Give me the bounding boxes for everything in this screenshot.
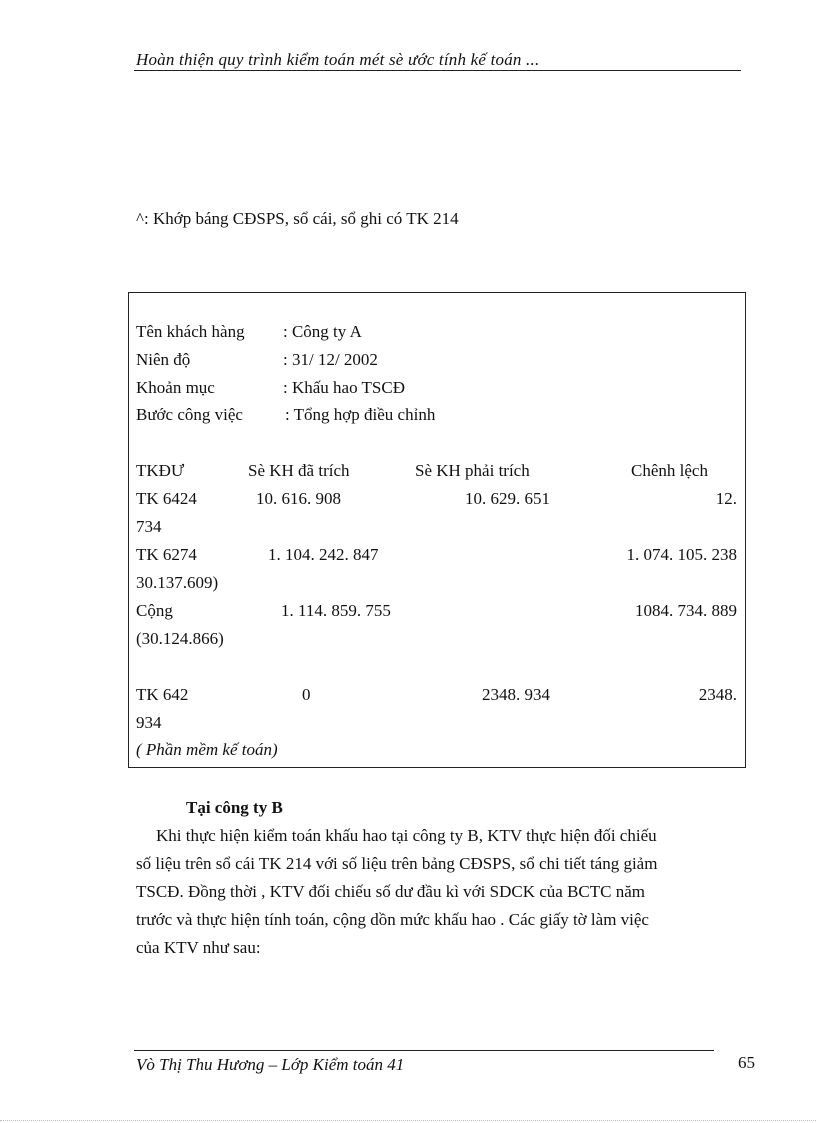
paragraph-line: của KTV như sau:	[136, 938, 261, 957]
period-value: : 31/ 12/ 2002	[283, 350, 378, 369]
row-diff: 2348.	[698, 685, 737, 704]
item-value: : Khấu hao TSCĐ	[283, 378, 405, 397]
source-note: ( Phần mềm kế toán)	[136, 740, 278, 759]
footer-author: Vò Thị Thu Hương – Lớp Kiểm toán 41	[136, 1055, 405, 1074]
col-header-diff: Chênh lệch	[631, 461, 708, 480]
client-value: : Công ty A	[283, 322, 362, 341]
row-required: 2348. 934	[482, 685, 550, 704]
client-label: Tên khách hàng	[136, 322, 245, 341]
paragraph-line: TSCĐ. Đồng thời , KTV đối chiếu số dư đầu kì với SDCK của BCTC năm	[136, 882, 646, 901]
row-diff-continued: 734	[136, 517, 162, 536]
intro-note: ^: Khớp báng CĐSPS, sổ cái, sổ ghi có TK 214	[136, 209, 459, 228]
row-account: TK 6424	[136, 489, 197, 508]
step-label: Bước công việc	[136, 405, 243, 424]
row-account: TK 642	[136, 685, 189, 704]
row-diff-continued: (30.124.866)	[136, 629, 224, 648]
page-bottom-border	[0, 1120, 816, 1121]
row-required: 1. 074. 105. 238	[626, 545, 737, 564]
col-header-required: Sè KH phải trích	[415, 461, 530, 480]
row-diff-continued: 934	[136, 713, 162, 732]
section-title: Tại công ty B	[186, 798, 283, 817]
page-number: 65	[738, 1053, 755, 1072]
col-header-account: TKĐƯ	[136, 461, 185, 480]
row-required: 10. 629. 651	[465, 489, 550, 508]
row-account: TK 6274	[136, 545, 197, 564]
step-value: : Tổng hợp điều chỉnh	[285, 405, 436, 424]
header-rule	[134, 70, 741, 71]
row-diff-continued: 30.137.609)	[136, 573, 219, 592]
running-header: Hoàn thiện quy trình kiểm toán mét sè ước tính kế toán ...	[136, 50, 540, 69]
row-required: 1084. 734. 889	[635, 601, 737, 620]
paragraph-line: số liệu trên sổ cái TK 214 với số liệu trên bảng CĐSPS, sổ chi tiết táng giảm	[136, 854, 658, 873]
paragraph-line: Khi thực hiện kiểm toán khấu hao tại công ty B, KTV thực hiện đối chiếu	[156, 826, 657, 845]
row-charged: 10. 616. 908	[256, 489, 341, 508]
row-charged: 0	[302, 685, 311, 704]
row-diff: 12.	[715, 489, 737, 508]
period-label: Niên độ	[136, 350, 191, 369]
row-charged: 1. 104. 242. 847	[268, 545, 379, 564]
row-charged: 1. 114. 859. 755	[281, 601, 391, 620]
col-header-charged: Sè KH đã trích	[248, 461, 350, 480]
paragraph-line: trước và thực hiện tính toán, cộng dồn mức khấu hao . Các giấy tờ làm việc	[136, 910, 649, 929]
row-account: Cộng	[136, 601, 173, 620]
footer-rule	[134, 1050, 714, 1051]
item-label: Khoản mục	[136, 378, 215, 397]
